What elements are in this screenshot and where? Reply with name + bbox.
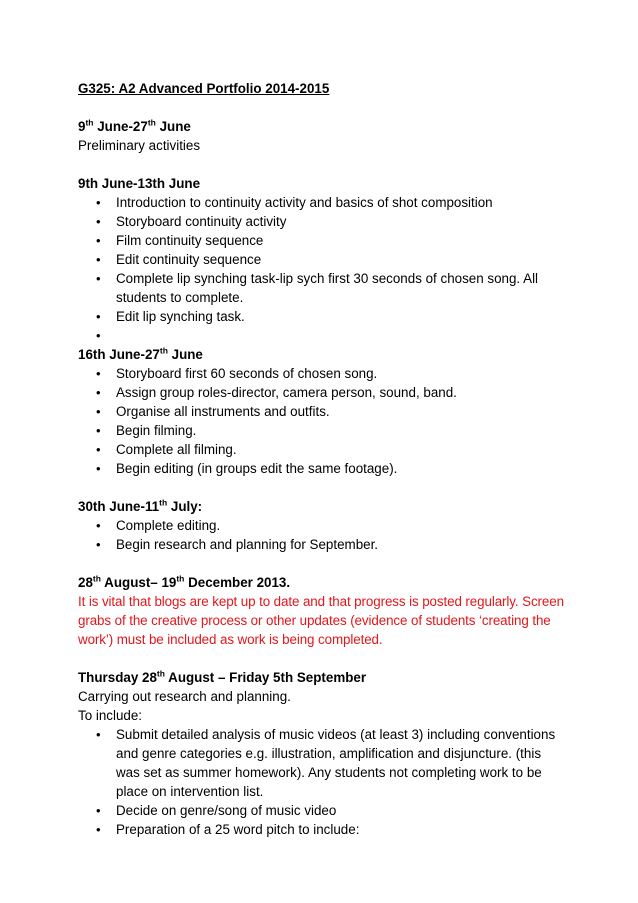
heading-start: 16th June-27	[78, 347, 160, 362]
list-item-text: Complete all filming.	[116, 442, 237, 457]
list-item-text: Storyboard first 60 seconds of chosen song.	[116, 366, 378, 381]
bullet-icon: •	[96, 252, 101, 267]
list-item-text: Introduction to continuity activity and basics of shot composition	[116, 195, 493, 210]
list-item	[78, 212, 568, 231]
heading-start: Thursday 28	[78, 670, 157, 685]
section1-list	[78, 193, 568, 345]
bullet-icon: •	[96, 537, 101, 552]
bullet-icon: •	[96, 518, 101, 533]
list-item-text: Edit lip synching task.	[116, 309, 245, 324]
list-item	[78, 402, 568, 421]
section-heading-august-december	[78, 573, 568, 592]
list-item-empty	[78, 326, 568, 345]
list-item-text: Edit continuity sequence	[116, 252, 262, 267]
list-item-text: Begin editing (in groups edit the same footage).	[116, 461, 398, 476]
spacer	[78, 554, 568, 573]
bullet-icon: •	[96, 803, 101, 818]
bullet-icon: •	[96, 233, 101, 248]
bullet-icon: •	[96, 442, 101, 457]
list-item	[78, 801, 568, 820]
list-item	[78, 307, 568, 326]
prelim-heading-mid: June-27	[93, 119, 148, 134]
research-intro: Carrying out research and planning.	[78, 689, 291, 704]
list-item	[78, 459, 568, 478]
list-item	[78, 383, 568, 402]
heading-start: 30th June-11	[78, 499, 160, 514]
spacer	[78, 98, 568, 117]
list-item	[78, 364, 568, 383]
section-heading-30-june-11-july	[78, 497, 568, 516]
blog-notice-red-text: It is vital that blogs are kept up to date and that progress is posted regularly. Screen grabs of the creative process or other updates (evidence of students ‘creating the work’) must be included as work is being completed.	[78, 594, 564, 647]
bullet-icon: •	[96, 404, 101, 419]
heading-end: June	[167, 347, 203, 362]
list-item-text: Decide on genre/song of music video	[116, 803, 337, 818]
ordinal-suffix: th	[156, 668, 165, 679]
heading-end: August – Friday 5th September	[164, 670, 367, 685]
list-item	[78, 269, 568, 307]
list-item-text: Storyboard continuity activity	[116, 214, 287, 229]
list-item	[78, 250, 568, 269]
heading-day-start: 28	[78, 575, 93, 590]
prelim-heading	[78, 117, 568, 136]
list-item-text: Preparation of a 25 word pitch to include:	[116, 822, 360, 837]
ordinal-suffix: th	[159, 497, 168, 508]
spacer	[78, 649, 568, 668]
list-item-text: Assign group roles-director, camera person, sound, band.	[116, 385, 457, 400]
bullet-icon: •	[96, 822, 101, 837]
prelim-subtitle: Preliminary activities	[78, 138, 201, 153]
bullet-icon: •	[96, 461, 101, 476]
list-item-text: Organise all instruments and outfits.	[116, 404, 330, 419]
prelim-heading-day-start: 9	[78, 119, 86, 134]
ordinal-suffix: th	[147, 117, 156, 128]
document-title: G325: A2 Advanced Portfolio 2014-2015	[78, 81, 330, 96]
list-item	[78, 440, 568, 459]
list-item	[78, 231, 568, 250]
bullet-icon: •	[96, 727, 101, 742]
spacer	[78, 478, 568, 497]
list-item-text: Film continuity sequence	[116, 233, 264, 248]
bullet-icon: •	[96, 385, 101, 400]
bullet-icon: •	[96, 423, 101, 438]
section-heading-9-13-june: 9th June-13th June	[78, 176, 201, 191]
spacer	[78, 155, 568, 174]
section3-list	[78, 516, 568, 554]
list-item	[78, 193, 568, 212]
list-item-text: Complete editing.	[116, 518, 221, 533]
list-item-text: Begin research and planning for September.	[116, 537, 379, 552]
list-item	[78, 535, 568, 554]
section-heading-thursday-friday	[78, 668, 568, 687]
list-item-text: Complete lip synching task-lip sych first 30 seconds of chosen song. All students to complete.	[116, 271, 539, 305]
section2-list	[78, 364, 568, 478]
document-page	[78, 79, 568, 839]
list-item	[78, 516, 568, 535]
list-item-text: Begin filming.	[116, 423, 197, 438]
bullet-icon: •	[96, 309, 101, 324]
ordinal-suffix: th	[176, 573, 185, 584]
section5-list	[78, 725, 568, 839]
ordinal-suffix: th	[92, 573, 101, 584]
heading-end: December 2013.	[184, 575, 291, 590]
list-item	[78, 421, 568, 440]
to-include-label: To include:	[78, 708, 143, 723]
ordinal-suffix: th	[85, 117, 94, 128]
section-heading-16-27-june	[78, 345, 568, 364]
list-item	[78, 820, 568, 839]
list-item-text: Submit detailed analysis of music videos (at least 3) including conventions and genre categories e.g. illustration, amplification and disjuncture. (this was set as summer homework). Any students not completing work to be place on intervention list.	[116, 727, 556, 799]
list-item	[78, 725, 568, 801]
bullet-icon: •	[96, 271, 101, 286]
heading-end: July:	[167, 499, 203, 514]
bullet-icon: •	[96, 366, 101, 381]
bullet-icon: •	[96, 214, 101, 229]
prelim-heading-end: June	[155, 119, 191, 134]
bullet-icon: •	[96, 195, 101, 210]
bullet-icon: •	[96, 328, 101, 343]
ordinal-suffix: th	[159, 345, 168, 356]
heading-mid: August– 19	[100, 575, 177, 590]
